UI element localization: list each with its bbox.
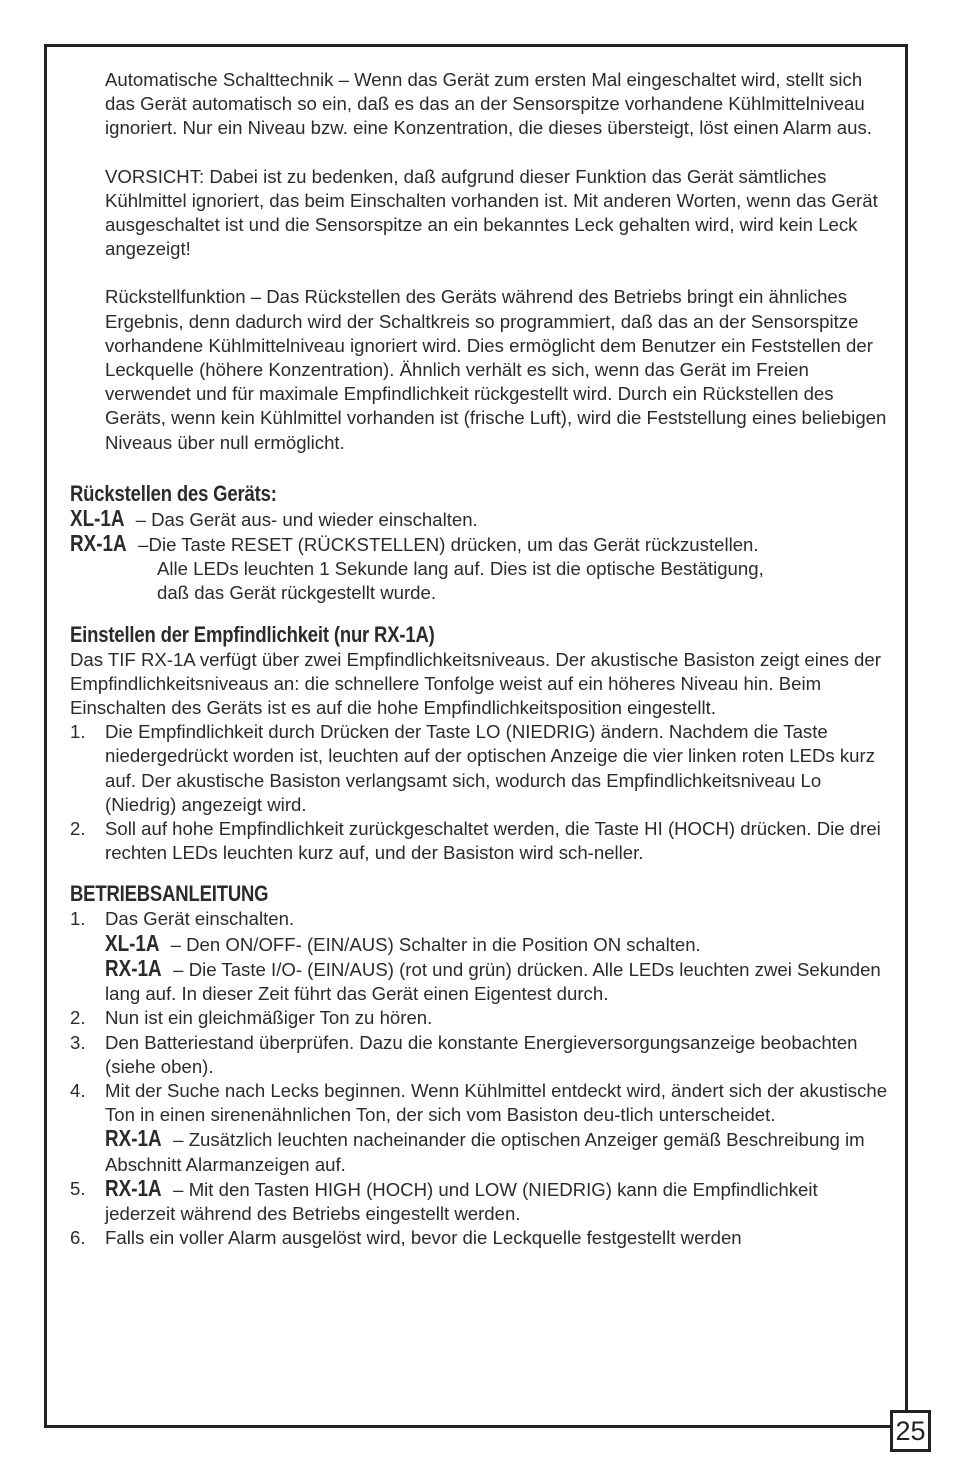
reset-xl-text: – Das Gerät aus- und wieder einschalten.	[130, 508, 478, 530]
list-item	[70, 720, 892, 817]
model-label: RX-1A	[70, 530, 127, 557]
reset-rx-line-3: daß das Gerät rückgestellt wurde.	[157, 582, 437, 604]
sensitivity-heading: Einstellen der Empfindlichkeit (nur RX-1A)	[70, 621, 435, 647]
list-item	[70, 1006, 892, 1030]
list-number: 3.	[70, 1031, 86, 1053]
reset-rx-line-2: Alle LEDs leuchten 1 Sekunde lang auf. Dies ist die optische Bestätigung,	[157, 558, 764, 580]
list-item	[70, 1226, 892, 1250]
operation-heading: BETRIEBSANLEITUNG	[70, 881, 269, 907]
page-content	[70, 68, 892, 1266]
list-item	[70, 1031, 892, 1079]
list-text: Soll auf hohe Empfindlichkeit zurückgeschaltet werden, die Taste HI (HOCH) drücken. Die drei rechten LEDs leuchten kurz auf, und der Basiston wird sch-neller.	[105, 818, 881, 864]
operation-section	[70, 881, 892, 1250]
rx-instruction: RX-1A – Zusätzlich leuchten nacheinander die optischen Anzeiger gemäß Beschreibung im Abschnitt Alarmanzeigen auf.	[105, 1125, 865, 1175]
sensitivity-section	[70, 622, 892, 866]
list-number: 1.	[70, 721, 86, 743]
list-number: 4.	[70, 1079, 86, 1101]
list-text: Das Gerät einschalten.	[105, 908, 295, 930]
xl-instruction: XL-1A – Den ON/OFF- (EIN/AUS) Schalter in die Position ON schalten.	[105, 929, 701, 956]
reset-xl-line	[70, 504, 892, 532]
list-text: Die Empfindlichkeit durch Drücken der Taste LO (NIEDRIG) ändern. Nachdem die Taste niedergedrückt worden ist, leuchten auf der optischen Anzeige die vier linken roten LEDs kurz auf. Der akustische Basiston verlangsamt sich, wodurch das Empfindlichkeitsniveau Lo (Niedrig) angezeigt wird.	[105, 721, 876, 815]
rx-instruction: RX-1A – Die Taste I/O- (EIN/AUS) (rot und grün) drücken. Alle LEDs leuchten zwei Sekunden lang auf. In dieser Zeit führt das Gerät einen Eigentest durch.	[105, 954, 881, 1005]
reset-rx-line	[70, 532, 892, 557]
list-text: Den Batteriestand überprüfen. Dazu die konstante Energieversorgungsanzeige beobachten (siehe oben).	[105, 1031, 858, 1077]
list-text: Mit der Suche nach Lecks beginnen. Wenn Kühlmittel entdeckt wird, ändert sich der akustische Ton in einen sirenenähnlichen Ton, der sich vom Basiston deu-tlich unterscheidet.	[105, 1079, 888, 1126]
model-label: RX-1A	[105, 1125, 162, 1152]
list-number: 2.	[70, 818, 86, 840]
rx-instruction: RX-1A – Mit den Tasten HIGH (HOCH) und LOW (NIEDRIG) kann die Empfindlichkeit jederzeit während des Betriebs eingestellt werden.	[105, 1174, 818, 1224]
reset-rx-text: –Die Taste RESET (RÜCKSTELLEN) drücken, um das Gerät rückzustellen.	[133, 534, 759, 556]
list-item	[70, 1174, 892, 1226]
model-label: XL-1A	[70, 504, 125, 531]
list-item	[70, 1079, 892, 1177]
list-number: 2.	[70, 1007, 86, 1029]
model-label: XL-1A	[105, 929, 160, 956]
list-item	[70, 817, 892, 865]
page-number: 25	[890, 1410, 931, 1452]
list-item	[70, 907, 892, 1006]
list-number: 1.	[70, 908, 86, 930]
reset-section	[70, 481, 892, 606]
model-label: RX-1A	[105, 954, 162, 981]
sensitivity-intro: Das TIF RX-1A verfügt über zwei Empfindlichkeitsniveaus. Der akustische Basiston zeigt eines der Empfindlichkeitsniveaus an: die schnellere Tonfolge weist auf ein höheres Niveau hin. Beim Einschalten des Geräts ist es auf die hohe Empfindlichkeitsposition eingestellt.	[70, 648, 881, 719]
list-number: 5.	[70, 1177, 86, 1199]
model-label: RX-1A	[105, 1174, 162, 1201]
caution-paragraph: VORSICHT: Dabei ist zu bedenken, daß aufgrund dieser Funktion das Gerät sämtliches Kühlmittel ignoriert, das beim Einschalten vorhanden ist. Mit anderen Worten, wenn das Gerät ausgeschaltet ist und die Sensorspitze an ein bekanntes Leck gehalten wird, wird kein Leck angezeigt!	[105, 165, 878, 260]
list-text: Nun ist ein gleichmäßiger Ton zu hören.	[105, 1007, 433, 1029]
list-text: Falls ein voller Alarm ausgelöst wird, bevor die Leckquelle festgestellt werden	[105, 1227, 742, 1249]
auto-switch-paragraph: Automatische Schalttechnik – Wenn das Gerät zum ersten Mal eingeschaltet wird, stellt sich das Gerät automatisch so ein, daß es das an der Sensorspitze vorhandene Kühlmittelniveau ignoriert. Nur ein Niveau bzw. eine Konzentration, die dieses übersteigt, löst einen Alarm aus.	[105, 69, 872, 139]
reset-heading: Rückstellen des Geräts:	[70, 480, 277, 506]
list-number: 6.	[70, 1227, 86, 1249]
reset-function-paragraph: Rückstellfunktion – Das Rückstellen des Geräts während des Betriebs bringt ein ähnliches Ergebnis, denn dadurch wird der Schaltkreis so programmiert, daß das an der Sensorspitze vorhandene Kühlmittelniveau ignoriert wird. Dies ermöglicht dem Benutzer ein Feststellen der Leckquelle (höhere Konzentration). Ähnlich verhält es sich, wenn das Gerät im Freien verwendet und für maximale Empfindlichkeit rückgestellt wird. Durch ein Rückstellen des Geräts, wenn kein Kühlmittel vorhanden ist (frische Luft), wird die Feststellung eines beliebigen Niveaus über null ermöglicht.	[105, 286, 887, 453]
